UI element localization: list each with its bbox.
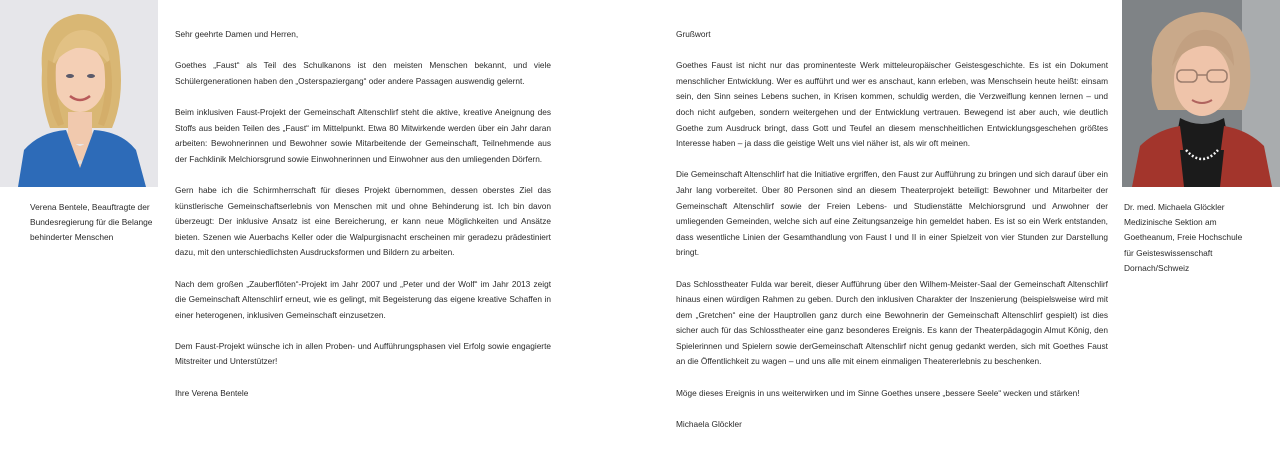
paragraph: Dem Faust-Projekt wünsche ich in allen Proben- und Aufführungsphasen viel Erfolg sowie engagierte Mitstreiter und Unterstützer! (175, 340, 551, 367)
caption-line: Dornach/Schweiz (1124, 262, 1190, 273)
paragraph: Goethes Faust ist nicht nur das prominenteste Werk mitteleuropäischer Geistesgeschichte. Es ist ein Dokument menschlicher Entwicklung. Wer es aufführt und wer es anschaut, kann erleben, was Menschsein heute heißt: einsam sein, den Sinn seines Lebens suchen, in Krisen kommen, schuldig werden, die Verzweiflung kennen lernen – und doch nicht aufgeben, sondern weitergehen und der Entwicklung vertrauen. Bewegend ist aber auch, wie deutlich Goethe zum Ausdruck bringt, dass Gott und Teufel an diesem menschheitlichen Entwicklungsgeschehen größtes Interesse haben – ja dass die geistige Welt uns viel näher ist, als wir oft meinen. (676, 60, 1108, 149)
signature: Michaela Glöckler (676, 418, 742, 429)
paragraph: Goethes „Faust“ als Teil des Schulkanons ist den meisten Menschen bekannt, und viele Schülergenerationen haben den „Osterspaziergang“ oder andere Passagen auswendig gelernt. (175, 60, 551, 86)
portrait-illustration-left (0, 0, 158, 187)
caption-line: Medizinische Sektion am (1124, 217, 1217, 228)
letter-bentele (175, 27, 551, 401)
heading-grusswort: Grußwort (676, 29, 711, 39)
caption-left: Verena Bentele, Beauftragte der Bundesregierung für die Belange behinderter Menschen (30, 202, 153, 243)
letter-gloeckler (676, 27, 1108, 432)
caption-line: Goetheanum, Freie Hochschule (1124, 232, 1243, 243)
paragraph: Möge dieses Ereignis in uns weiterwirken und im Sinne Goethes unsere „bessere Seele“ wecken und stärken! (676, 387, 1080, 398)
paragraph: Das Schlosstheater Fulda war bereit, dieser Aufführung über den Wilhem-Meister-Saal der Gemeinschaft Altenschlirf hinaus einen würdigen Rahmen zu geben. Durch den inklusiven Charakter der Inszenierung (beispielsweise wird mit dem „Gretchen“ eine der Hauptrollen ganz durch eine Bewohnerin der Gemeinschaft Altenschlirf gespielt) ist dies sicher auch für das Schlosstheater eine ganz besonderes Ereignis. Es kann der Theaterpädagogin Almut König, den Spielerinnen und Spielern sowie derGemeinschaft Altenschlirf nicht genug gedankt werden, sich mit Goethes Faust an die Öffentlichkeit zu wagen – und uns alle mit einem einmaligen Theatererlebnis zu beschenken. (676, 278, 1108, 367)
caption-line: Dr. med. Michaela Glöckler (1124, 202, 1225, 212)
paragraph: Die Gemeinschaft Altenschlirf hat die Initiative ergriffen, den Faust zur Aufführung zu bringen und sich darauf über ein Jahr lang vorbereitet. Über 80 Personen sind an diesem Theaterprojekt beteiligt: Bewohner und Mitarbeiter der Gemeinschaft Altenschlirf sowie der Freien Lebens- und Studienstätte Melchiorsgrund und Anwohner der umliegenden Gemeinden, welche sich auf eine Zeitungsanzeige hin gemeldet haben. Es ist so ein Werk entstanden, dass wesentliche Linien der Gesamthandlung von Faust I und II in einer Spielzeit von vier Stunden zur Darstellung bringt. (676, 169, 1108, 258)
salutation: Sehr geehrte Damen und Herren, (175, 29, 299, 39)
paragraph: Gern habe ich die Schirmherrschaft für dieses Projekt übernommen, dessen oberstes Ziel das künstlerische Gemeinschaftserlebnis von Menschen mit und ohne Behinderung ist. Ich bin davon überzeugt: Der inklusive Ansatz ist eine Bereicherung, er kann neue Möglichkeiten und Ansätze bieten. Szenen wie Auerbachs Keller oder die Walpurgisnacht erscheinen mir geradezu prädestiniert dazu, mit den unterschiedlichsten Ausdrucksformen und Bildern zu arbeiten. (175, 184, 551, 258)
signature: Ihre Verena Bentele (175, 387, 249, 398)
portrait-photo-michaela-gloeckler (1122, 0, 1280, 187)
paragraph: Nach dem großen „Zauberflöten“-Projekt im Jahr 2007 und „Peter und der Wolf“ im Jahr 2013 zeigt die Gemeinschaft Altenschlirf erneut, wie es gelingt, mit Begeisterung das eigene kreative Schaffen in einer heterogenen, inklusiven Gemeinschaft einzusetzen. (175, 278, 551, 320)
paragraph: Beim inklusiven Faust-Projekt der Gemeinschaft Altenschlirf steht die aktive, kreative Aneignung des Stoffs aus beiden Teilen des „Faust“ im Mittelpunkt. Etwa 80 Mitwirkende werden über ein Jahr daran arbeiten: Bewohnerinnen und Bewohner sowie Mitarbeitende der Gemeinschaft, Teilnehmende aus der Fachklinik Melchiorsgrund sowie Einwohnerinnen und Einwohner aus den umliegenden Dörfern. (175, 106, 551, 164)
caption-line: für Geisteswissenschaft (1124, 247, 1213, 258)
portrait-illustration-right (1122, 0, 1280, 187)
caption-right (1124, 200, 1274, 276)
portrait-photo-verena-bentele (0, 0, 158, 187)
